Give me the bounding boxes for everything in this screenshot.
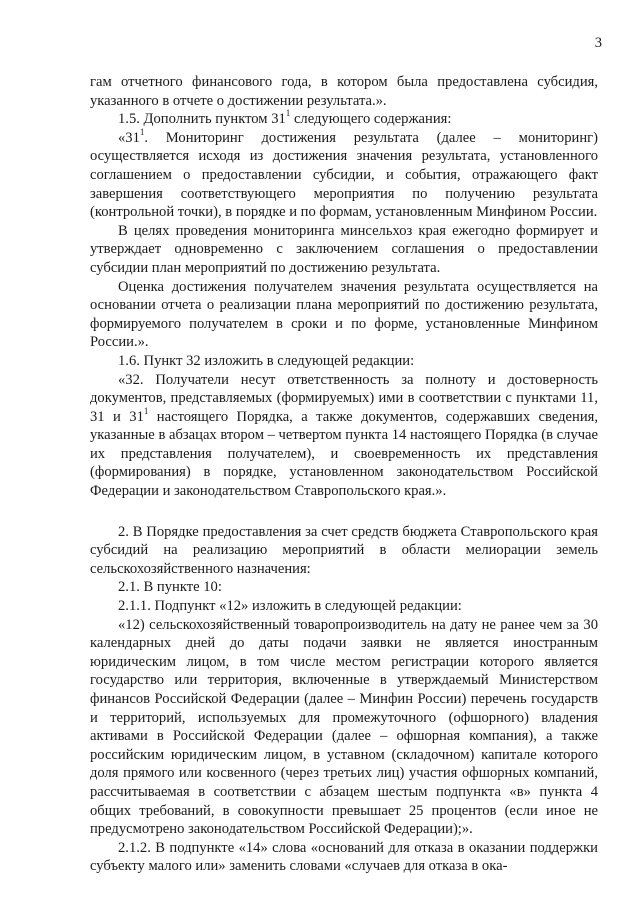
paragraph	[90, 371, 598, 501]
superscript: 1	[285, 108, 291, 119]
text-run: «12) сельскохозяйственный товаропроизводитель на дату не ранее чем за 30 календарных дней до даты подачи заявки не является иностранным юридическим лицом, в том числе местом регистрации которого является государство или территория, включенные в утверждаемый Министерством финансов Российской Федерации (далее – Минфин России) перечень государств и территорий, используемых для промежуточного (офшорного) владения активами в Российской Федерации (далее – офшорная компания), а также российским юридическим лицом, в уставном (складочном) капитале которого доля прямого или косвенного (через третьих лиц) участия офшорных компаний, рассчитываемая в соответствии с абзацем шестым подпункта «в» пункта 4 общих требований, в совокупности превышает 25 процентов (если иное не предусмотрено законодательством Российской Федерации);».	[90, 616, 598, 838]
paragraph	[90, 597, 598, 616]
text-run: . Мониторинг достижения результата (далее – мониторинг) осуществляется исходя из достижения значения результата, установленного соглашением о предоставлении субсидии, и события, отражающего факт завершения соответствующего мероприятия по получению результата (контрольной точки), в порядке и по формам, установленным Минфином России.	[90, 129, 598, 221]
paragraph	[90, 126, 598, 222]
text-run: «31	[118, 129, 140, 146]
section-gap	[90, 501, 598, 523]
text-run: Оценка достижения получателем значения результата осуществляется на основании отчета о реализации плана мероприятий по достижению результата, формируемого получателем в сроки и по форме, установленные Минфином России.».	[90, 278, 598, 351]
text-run: 1.5. Дополнить пунктом 31	[118, 111, 286, 128]
paragraph	[90, 278, 598, 352]
paragraph	[90, 110, 598, 129]
document-body	[90, 73, 598, 876]
text-run: 1.6. Пункт 32 изложить в следующей редакции:	[118, 352, 415, 369]
text-run: 2.1.2. В подпункте «14» слова «оснований для отказа в оказании поддержки субъекту малого или» заменить словами «случаев для отказа в ока-	[90, 839, 598, 875]
superscript: 1	[139, 126, 145, 137]
text-run: В целях проведения мониторинга минсельхоз края ежегодно формирует и утверждает одновременно с заключением соглашения о предоставлении субсидии план мероприятий по достижению результата.	[90, 222, 598, 276]
text-run: 2.1. В пункте 10:	[118, 579, 222, 596]
paragraph	[90, 523, 598, 579]
page-number: 3	[594, 35, 602, 51]
paragraph	[90, 616, 598, 839]
text-run: «32. Получатели несут ответственность за полноту и достоверность документов, представляемых (формируемых) ими в соответствии с пунктами 11, 31 и 31	[90, 371, 598, 425]
paragraph	[90, 352, 598, 371]
paragraph	[90, 222, 598, 278]
superscript: 1	[143, 405, 149, 416]
text-run: следующего содержания:	[290, 111, 452, 128]
text-run: 2.1.1. Подпункт «12» изложить в следующей редакции:	[118, 598, 462, 615]
text-run: настоящего Порядка, а также документов, содержавших сведения, указанные в абзацах втором – четвертом пункта 14 настоящего Порядка (в случае их представления получателем), и своевременность их представления (формирования) в порядке, установленном законодательством Российской Федерации и законодательством Ставропольского края.».	[90, 408, 598, 500]
text-run: гам отчетного финансового года, в котором была предоставлена субсидия, указанного в отчете о достижении результата.».	[90, 74, 598, 109]
paragraph	[90, 839, 598, 876]
paragraph	[90, 578, 598, 597]
paragraph	[90, 73, 598, 110]
text-run: 2. В Порядке предоставления за счет средств бюджета Ставропольского края субсидий на реализацию мероприятий в области мелиорации земель сельскохозяйственного назначения:	[90, 523, 598, 577]
